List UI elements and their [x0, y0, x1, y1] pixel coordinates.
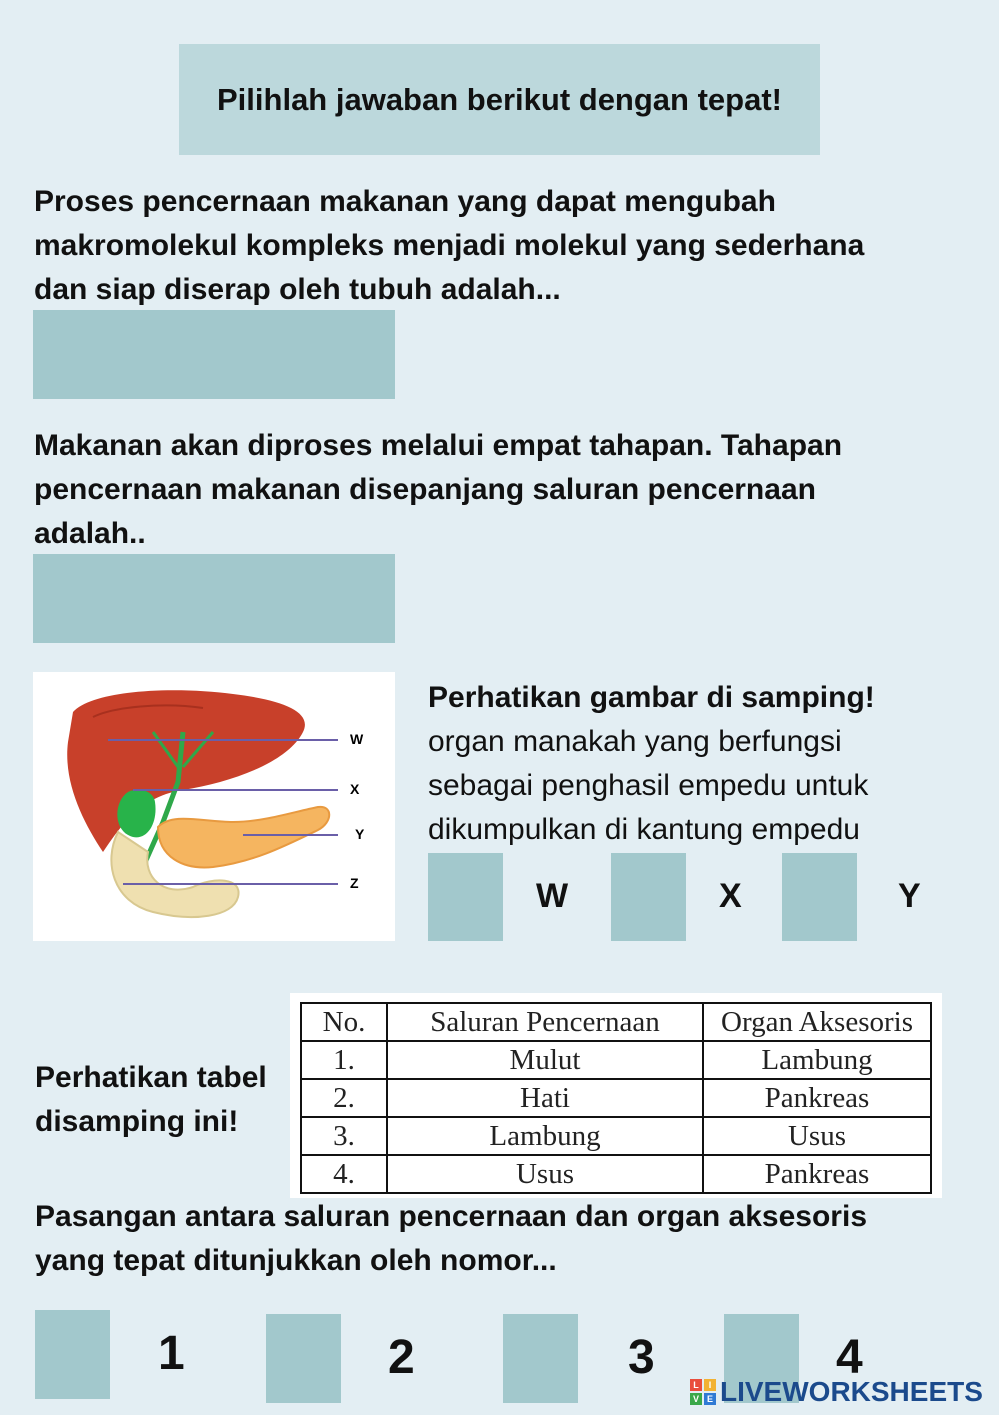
diagram-label-z: Z — [350, 875, 359, 891]
question-4-line: yang tepat ditunjukkan oleh nomor... — [35, 1244, 557, 1277]
table-row — [301, 1079, 931, 1117]
gallbladder-shape — [117, 790, 155, 838]
question-1-line: dan siap diserap oleh tubuh adalah... — [34, 273, 561, 306]
question-4-intro-line: disamping ini! — [35, 1105, 239, 1138]
table-cell: Pankreas — [703, 1079, 931, 1117]
table-header-row — [301, 1003, 931, 1041]
option-2-checkbox[interactable] — [266, 1314, 341, 1403]
question-4-text — [35, 1195, 985, 1283]
diagram-label-w: W — [350, 731, 364, 747]
option-1-label: 1 — [158, 1327, 185, 1380]
question-2-line: adalah.. — [34, 517, 146, 550]
question-1-line: Proses pencernaan makanan yang dapat mengubah — [34, 185, 776, 218]
table-header-cell: Organ Aksesoris — [703, 1003, 931, 1041]
question-2-text — [34, 424, 974, 556]
option-2-label: 2 — [388, 1331, 415, 1384]
question-1-text — [34, 180, 974, 312]
table-cell: Lambung — [703, 1041, 931, 1079]
table-cell: Lambung — [387, 1117, 703, 1155]
option-3-label: 3 — [628, 1331, 655, 1384]
liver-pancreas-diagram — [33, 672, 395, 941]
diagram-label-y: Y — [355, 826, 365, 842]
option-x-label: X — [719, 877, 742, 915]
option-y-label: Y — [898, 877, 921, 915]
question-3-text — [428, 676, 988, 852]
logo-mark-icon: L I V E — [690, 1379, 716, 1405]
option-4-label: 4 — [836, 1331, 863, 1384]
question-3-line: organ manakah yang berfungsi — [428, 725, 842, 758]
organ-table-panel — [290, 993, 942, 1198]
logo-text: LIVEWORKSHEETS — [720, 1376, 983, 1407]
option-w-label: W — [536, 877, 569, 915]
question-1-answer-field[interactable] — [33, 310, 395, 399]
question-3-heading: Perhatikan gambar di samping! — [428, 681, 875, 714]
table-header-cell: No. — [301, 1003, 387, 1041]
option-w-checkbox[interactable] — [428, 853, 503, 941]
table-cell: 1. — [301, 1041, 387, 1079]
organ-illustration — [33, 672, 395, 941]
diagram-label-x: X — [350, 781, 360, 797]
question-1-line: makromolekul kompleks menjadi molekul yang sederhana — [34, 229, 865, 262]
liveworksheets-logo — [690, 1376, 983, 1408]
question-2-answer-field[interactable] — [33, 554, 395, 643]
table-cell: Pankreas — [703, 1155, 931, 1193]
table-cell: 3. — [301, 1117, 387, 1155]
title-banner — [179, 44, 820, 155]
table-cell: 4. — [301, 1155, 387, 1193]
option-1-checkbox[interactable] — [35, 1310, 110, 1399]
table-cell: Usus — [387, 1155, 703, 1193]
option-x-checkbox[interactable] — [611, 853, 686, 941]
table-cell: Hati — [387, 1079, 703, 1117]
question-2-line: Makanan akan diproses melalui empat tahapan. Tahapan — [34, 429, 843, 462]
question-4-line: Pasangan antara saluran pencernaan dan organ aksesoris — [35, 1200, 868, 1233]
question-3-line: dikumpulkan di kantung empedu — [428, 813, 860, 846]
question-4-intro-line: Perhatikan tabel — [35, 1061, 267, 1094]
pancreas-shape — [158, 807, 329, 868]
question-3-line: sebagai penghasil empedu untuk — [428, 769, 869, 802]
question-2-line: pencernaan makanan disepanjang saluran pencernaan — [34, 473, 816, 506]
table-header-cell: Saluran Pencernaan — [387, 1003, 703, 1041]
option-3-checkbox[interactable] — [503, 1314, 578, 1403]
option-y-checkbox[interactable] — [782, 853, 857, 941]
organ-table — [300, 1002, 932, 1194]
table-row — [301, 1041, 931, 1079]
table-row — [301, 1117, 931, 1155]
page-title: Pilihlah jawaban berikut dengan tepat! — [217, 81, 782, 117]
table-cell: 2. — [301, 1079, 387, 1117]
table-cell: Usus — [703, 1117, 931, 1155]
question-4-intro — [35, 1056, 295, 1144]
table-cell: Mulut — [387, 1041, 703, 1079]
table-row — [301, 1155, 931, 1193]
